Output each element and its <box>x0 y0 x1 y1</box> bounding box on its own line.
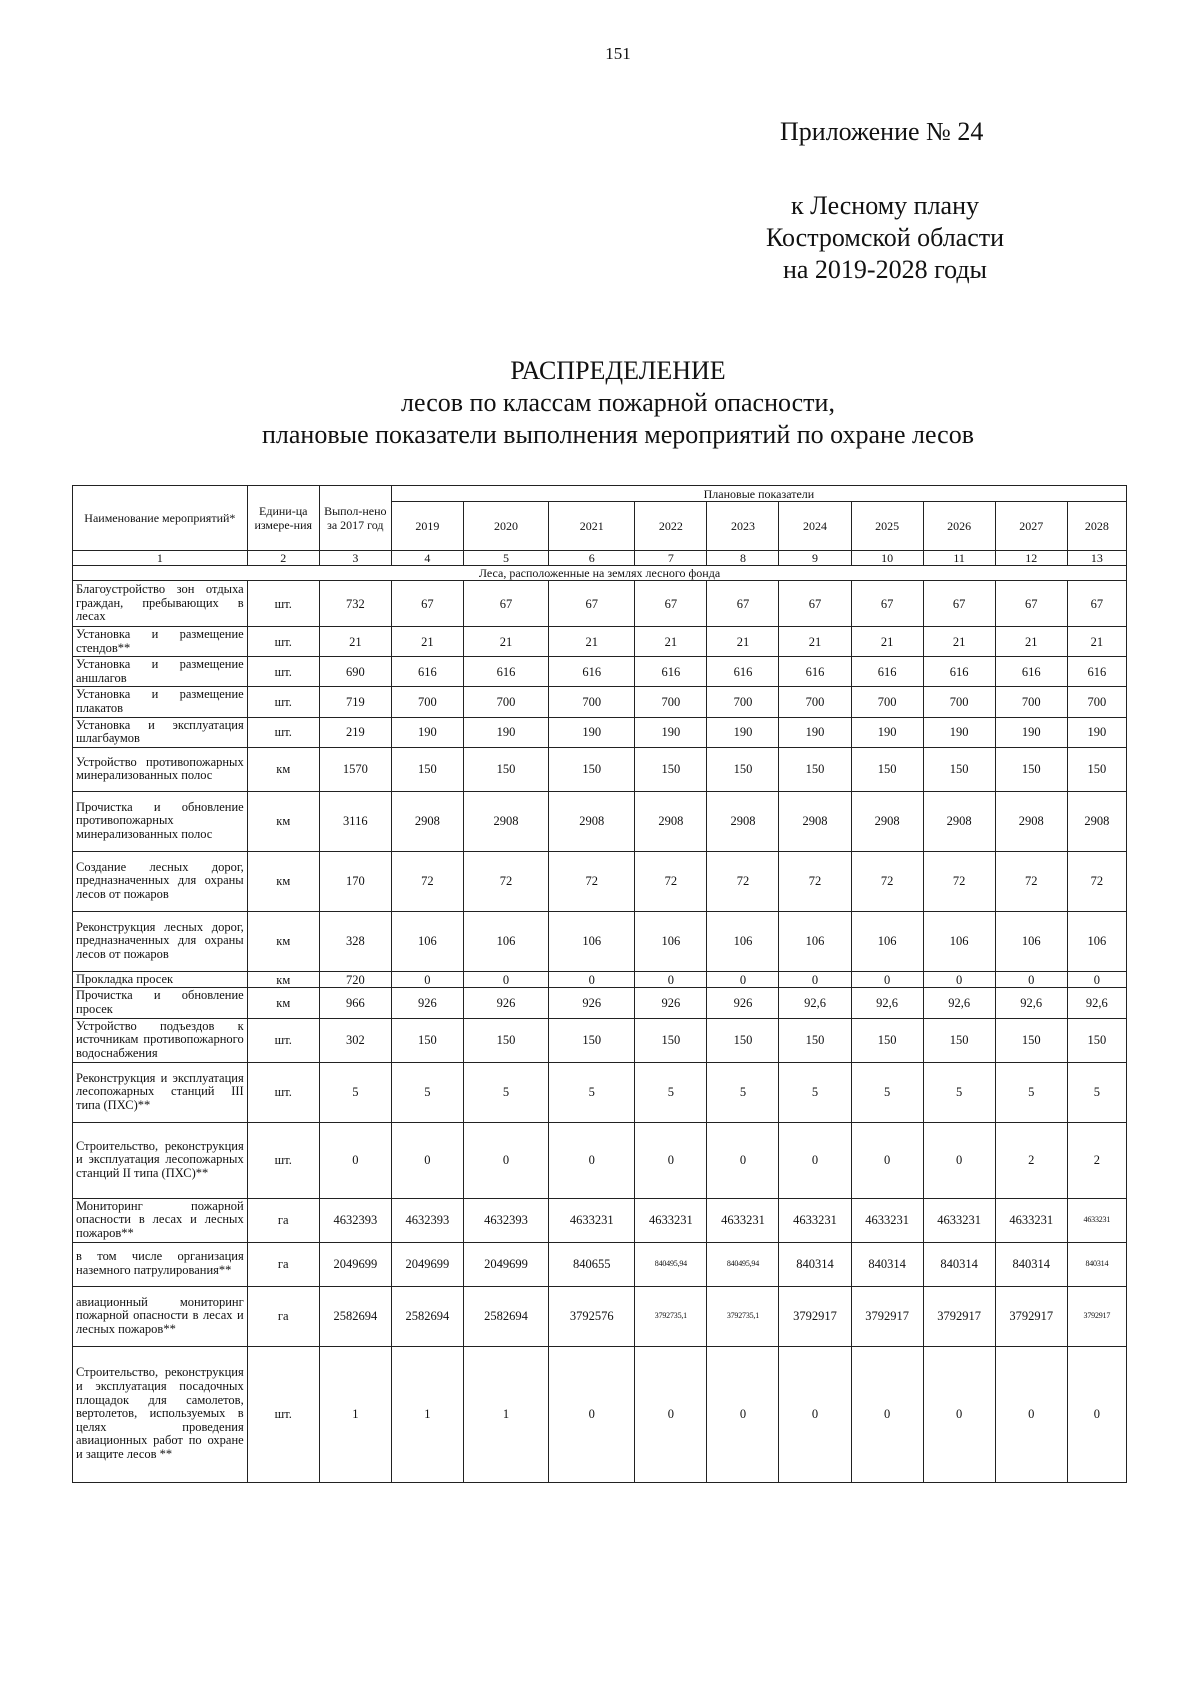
plan-value: 21 <box>635 627 707 657</box>
activity-done-2017: 1 <box>319 1346 391 1482</box>
plan-value: 5 <box>391 1062 463 1122</box>
plan-value: 150 <box>391 747 463 791</box>
plan-value: 4632393 <box>391 1198 463 1242</box>
header-unit: Едини-ца измере-ния <box>247 486 319 551</box>
plan-value: 2908 <box>391 791 463 851</box>
activity-name: Прокладка просек <box>73 971 248 988</box>
plan-value: 700 <box>549 687 635 717</box>
plan-value: 190 <box>851 717 923 747</box>
plan-value: 72 <box>851 851 923 911</box>
table-row <box>73 791 1127 851</box>
plan-value: 700 <box>635 687 707 717</box>
plan-value: 92,6 <box>995 988 1067 1018</box>
plan-value: 150 <box>1067 747 1126 791</box>
plan-value: 700 <box>1067 687 1126 717</box>
plan-value: 840314 <box>995 1242 1067 1286</box>
activity-unit: шт. <box>247 1062 319 1122</box>
plan-value: 2908 <box>995 791 1067 851</box>
plan-value: 67 <box>1067 581 1126 627</box>
plan-value: 67 <box>391 581 463 627</box>
table-row <box>73 1198 1127 1242</box>
plan-value: 840314 <box>851 1242 923 1286</box>
column-number: 11 <box>923 551 995 566</box>
header-name: Наименование мероприятий* <box>73 486 248 551</box>
plan-value: 72 <box>635 851 707 911</box>
column-number: 7 <box>635 551 707 566</box>
plan-value: 67 <box>707 581 779 627</box>
plan-value: 2049699 <box>463 1242 548 1286</box>
plan-value: 5 <box>1067 1062 1126 1122</box>
table-row <box>73 627 1127 657</box>
plan-value: 190 <box>549 717 635 747</box>
plan-value: 150 <box>995 1018 1067 1062</box>
table-row <box>73 687 1127 717</box>
plan-value: 2908 <box>635 791 707 851</box>
plan-value: 616 <box>707 657 779 687</box>
plan-value: 92,6 <box>851 988 923 1018</box>
activity-name: Реконструкция лесных дорог, предназначенных для охраны лесов от пожаров <box>73 911 248 971</box>
page-number: 151 <box>605 44 631 63</box>
plan-value: 150 <box>463 1018 548 1062</box>
plan-value: 72 <box>779 851 851 911</box>
plan-value: 3792735,1 <box>635 1286 707 1346</box>
plan-value: 5 <box>707 1062 779 1122</box>
plan-value: 72 <box>391 851 463 911</box>
appendix-reference-line: Костромской области <box>765 223 1005 252</box>
plan-value: 4632393 <box>463 1198 548 1242</box>
table-row <box>73 1122 1127 1198</box>
plan-value: 150 <box>1067 1018 1126 1062</box>
plan-value: 0 <box>779 971 851 988</box>
plan-value: 67 <box>923 581 995 627</box>
plan-value: 2908 <box>779 791 851 851</box>
table-row <box>73 911 1127 971</box>
column-number: 12 <box>995 551 1067 566</box>
column-number: 3 <box>319 551 391 566</box>
column-number: 5 <box>463 551 548 566</box>
appendix-reference-line: к Лесному плану <box>790 191 980 220</box>
activity-name: авиационный мониторинг пожарной опасности в лесах и лесных пожаров** <box>73 1286 248 1346</box>
document-title: РАСПРЕДЕЛЕНИЕ <box>510 356 726 385</box>
plan-value: 67 <box>635 581 707 627</box>
plan-value: 840314 <box>779 1242 851 1286</box>
plan-value: 92,6 <box>1067 988 1126 1018</box>
header-year: 2023 <box>707 502 779 551</box>
plan-value: 926 <box>707 988 779 1018</box>
activity-unit: км <box>247 911 319 971</box>
plan-value: 616 <box>635 657 707 687</box>
plan-value: 1 <box>391 1346 463 1482</box>
plan-value: 150 <box>707 1018 779 1062</box>
plan-value: 0 <box>707 971 779 988</box>
activity-name: Устройство подъездов к источникам противопожарного водоснабжения <box>73 1018 248 1062</box>
plan-value: 150 <box>995 747 1067 791</box>
plan-value: 3792917 <box>1067 1286 1126 1346</box>
plan-value: 616 <box>1067 657 1126 687</box>
header-year: 2019 <box>391 502 463 551</box>
plan-value: 21 <box>1067 627 1126 657</box>
table-row <box>73 717 1127 747</box>
header-year: 2020 <box>463 502 548 551</box>
plan-value: 3792735,1 <box>707 1286 779 1346</box>
plan-value: 5 <box>923 1062 995 1122</box>
plan-value: 150 <box>549 747 635 791</box>
plan-value: 150 <box>707 747 779 791</box>
plan-value: 72 <box>549 851 635 911</box>
plan-value: 2 <box>1067 1122 1126 1198</box>
document-subtitle-line: лесов по классам пожарной опасности, <box>401 388 835 417</box>
plan-value: 0 <box>635 1122 707 1198</box>
plan-value: 3792917 <box>923 1286 995 1346</box>
activity-name: Благоустройство зон отдыха граждан, пребывающих в лесах <box>73 581 248 627</box>
plan-value: 150 <box>923 747 995 791</box>
plan-value: 3792576 <box>549 1286 635 1346</box>
plan-value: 700 <box>995 687 1067 717</box>
activity-name: Установка и эксплуатация шлагбаумов <box>73 717 248 747</box>
plan-value: 926 <box>635 988 707 1018</box>
plan-value: 21 <box>779 627 851 657</box>
plan-value: 4633231 <box>549 1198 635 1242</box>
activity-name: Строительство, реконструкция и эксплуатация посадочных площадок для самолетов, вертолетов, используемых в целях проведения авиационных работ по охране и защите лесов ** <box>73 1346 248 1482</box>
activity-name: Установка и размещение аншлагов <box>73 657 248 687</box>
activity-unit: шт. <box>247 717 319 747</box>
activity-done-2017: 0 <box>319 1122 391 1198</box>
plan-value: 616 <box>463 657 548 687</box>
plan-value: 0 <box>851 1122 923 1198</box>
plan-value: 2908 <box>851 791 923 851</box>
table-body <box>73 566 1127 1483</box>
table-row <box>73 657 1127 687</box>
plan-value: 0 <box>391 1122 463 1198</box>
plan-value: 150 <box>635 1018 707 1062</box>
plan-value: 4633231 <box>851 1198 923 1242</box>
plan-value: 4633231 <box>923 1198 995 1242</box>
plan-value: 2582694 <box>463 1286 548 1346</box>
plan-value: 0 <box>463 1122 548 1198</box>
plan-value: 0 <box>707 1346 779 1482</box>
plan-value: 700 <box>779 687 851 717</box>
plan-value: 0 <box>851 1346 923 1482</box>
plan-value: 0 <box>779 1122 851 1198</box>
plan-value: 840495,94 <box>635 1242 707 1286</box>
appendix-reference <box>740 190 1030 286</box>
plan-value: 67 <box>995 581 1067 627</box>
activity-unit: км <box>247 851 319 911</box>
table-row <box>73 1286 1127 1346</box>
activity-done-2017: 4632393 <box>319 1198 391 1242</box>
plan-value: 0 <box>635 1346 707 1482</box>
plan-value: 616 <box>995 657 1067 687</box>
plan-value: 190 <box>995 717 1067 747</box>
table-row <box>73 988 1127 1018</box>
plan-value: 106 <box>779 911 851 971</box>
plan-value: 106 <box>549 911 635 971</box>
plan-value: 67 <box>779 581 851 627</box>
table-row <box>73 747 1127 791</box>
plan-value: 840495,94 <box>707 1242 779 1286</box>
plan-value: 21 <box>923 627 995 657</box>
column-number: 8 <box>707 551 779 566</box>
activity-name: Установка и размещение плакатов <box>73 687 248 717</box>
plan-value: 926 <box>549 988 635 1018</box>
plan-value: 106 <box>391 911 463 971</box>
plan-value: 150 <box>851 747 923 791</box>
header-plan: Плановые показатели <box>391 486 1126 502</box>
plan-value: 2582694 <box>391 1286 463 1346</box>
plan-value: 21 <box>851 627 923 657</box>
appendix-label: Приложение № 24 <box>780 117 984 146</box>
plan-value: 190 <box>1067 717 1126 747</box>
activity-unit: шт. <box>247 1346 319 1482</box>
plan-value: 700 <box>851 687 923 717</box>
activity-unit: га <box>247 1286 319 1346</box>
plan-value: 0 <box>923 1346 995 1482</box>
plan-value: 2908 <box>549 791 635 851</box>
plan-value: 4633231 <box>779 1198 851 1242</box>
plan-value: 67 <box>549 581 635 627</box>
header-year: 2026 <box>923 502 995 551</box>
plan-value: 840655 <box>549 1242 635 1286</box>
plan-value: 5 <box>779 1062 851 1122</box>
section-row <box>73 566 1127 581</box>
plan-value: 5 <box>463 1062 548 1122</box>
plan-value: 926 <box>463 988 548 1018</box>
plan-value: 3792917 <box>851 1286 923 1346</box>
activity-done-2017: 3116 <box>319 791 391 851</box>
plan-value: 190 <box>391 717 463 747</box>
plan-value: 106 <box>463 911 548 971</box>
plan-value: 0 <box>707 1122 779 1198</box>
plan-value: 72 <box>707 851 779 911</box>
table-row <box>73 851 1127 911</box>
plan-value: 0 <box>463 971 548 988</box>
activity-unit: км <box>247 988 319 1018</box>
plan-value: 2908 <box>1067 791 1126 851</box>
document-subtitle-line: плановые показатели выполнения мероприятий по охране лесов <box>262 420 974 449</box>
plan-value: 92,6 <box>923 988 995 1018</box>
plan-value: 21 <box>549 627 635 657</box>
plan-value: 190 <box>707 717 779 747</box>
plan-value: 2908 <box>463 791 548 851</box>
plan-value: 0 <box>549 1122 635 1198</box>
plan-value: 2908 <box>707 791 779 851</box>
plan-value: 67 <box>463 581 548 627</box>
plan-value: 67 <box>851 581 923 627</box>
table-row <box>73 971 1127 988</box>
plan-value: 150 <box>779 1018 851 1062</box>
header-year: 2028 <box>1067 502 1126 551</box>
plan-value: 840314 <box>1067 1242 1126 1286</box>
plan-value: 0 <box>1067 971 1126 988</box>
activity-unit: шт. <box>247 1122 319 1198</box>
activity-done-2017: 21 <box>319 627 391 657</box>
column-number: 2 <box>247 551 319 566</box>
plan-value: 700 <box>391 687 463 717</box>
plan-value: 106 <box>707 911 779 971</box>
activity-unit: км <box>247 747 319 791</box>
plan-value: 21 <box>707 627 779 657</box>
plan-value: 700 <box>923 687 995 717</box>
plan-value: 0 <box>923 971 995 988</box>
plan-value: 150 <box>463 747 548 791</box>
section-title: Леса, расположенные на землях лесного фонда <box>73 566 1127 581</box>
plan-value: 72 <box>463 851 548 911</box>
plan-value: 5 <box>549 1062 635 1122</box>
plan-value: 150 <box>923 1018 995 1062</box>
plan-value: 106 <box>923 911 995 971</box>
plan-value: 0 <box>1067 1346 1126 1482</box>
activity-name: Устройство противопожарных минерализованных полос <box>73 747 248 791</box>
plan-value: 5 <box>851 1062 923 1122</box>
activity-done-2017: 732 <box>319 581 391 627</box>
table-row <box>73 1242 1127 1286</box>
fire-protection-plan-table <box>72 485 1127 1483</box>
activity-name: Строительство, реконструкция и эксплуатация лесопожарных станций II типа (ПХС)** <box>73 1122 248 1198</box>
plan-value: 106 <box>1067 911 1126 971</box>
table-row <box>73 1062 1127 1122</box>
activity-done-2017: 219 <box>319 717 391 747</box>
plan-value: 616 <box>779 657 851 687</box>
plan-value: 150 <box>549 1018 635 1062</box>
plan-value: 616 <box>391 657 463 687</box>
activity-done-2017: 302 <box>319 1018 391 1062</box>
activity-name: Мониторинг пожарной опасности в лесах и лесных пожаров** <box>73 1198 248 1242</box>
plan-value: 0 <box>995 971 1067 988</box>
plan-value: 21 <box>391 627 463 657</box>
plan-value: 0 <box>779 1346 851 1482</box>
plan-value: 106 <box>995 911 1067 971</box>
plan-value: 926 <box>391 988 463 1018</box>
appendix-reference-line: на 2019-2028 годы <box>782 255 988 284</box>
plan-value: 72 <box>995 851 1067 911</box>
plan-value: 150 <box>851 1018 923 1062</box>
plan-value: 4633231 <box>995 1198 1067 1242</box>
plan-value: 72 <box>923 851 995 911</box>
table-row <box>73 1018 1127 1062</box>
plan-value: 0 <box>995 1346 1067 1482</box>
header-year: 2022 <box>635 502 707 551</box>
activity-unit: км <box>247 791 319 851</box>
activity-done-2017: 170 <box>319 851 391 911</box>
plan-value: 190 <box>463 717 548 747</box>
plan-value: 2 <box>995 1122 1067 1198</box>
plan-value: 3792917 <box>995 1286 1067 1346</box>
activity-name: Прочистка и обновление противопожарных минерализованных полос <box>73 791 248 851</box>
plan-value: 3792917 <box>779 1286 851 1346</box>
activity-unit: шт. <box>247 627 319 657</box>
header-done-2017: Выпол-нено за 2017 год <box>319 486 391 551</box>
column-number: 6 <box>549 551 635 566</box>
plan-value: 700 <box>707 687 779 717</box>
activity-done-2017: 720 <box>319 971 391 988</box>
activity-unit: га <box>247 1198 319 1242</box>
plan-value: 0 <box>549 1346 635 1482</box>
plan-value: 4633231 <box>1067 1198 1126 1242</box>
plan-value: 21 <box>995 627 1067 657</box>
activity-done-2017: 1570 <box>319 747 391 791</box>
plan-value: 72 <box>1067 851 1126 911</box>
plan-value: 4633231 <box>635 1198 707 1242</box>
activity-done-2017: 690 <box>319 657 391 687</box>
activity-done-2017: 2582694 <box>319 1286 391 1346</box>
column-number: 4 <box>391 551 463 566</box>
plan-value: 700 <box>463 687 548 717</box>
activity-name: Создание лесных дорог, предназначенных для охраны лесов от пожаров <box>73 851 248 911</box>
plan-value: 150 <box>635 747 707 791</box>
plan-value: 2049699 <box>391 1242 463 1286</box>
plan-value: 190 <box>779 717 851 747</box>
plan-value: 21 <box>463 627 548 657</box>
activity-done-2017: 966 <box>319 988 391 1018</box>
activity-done-2017: 719 <box>319 687 391 717</box>
header-year: 2021 <box>549 502 635 551</box>
activity-done-2017: 328 <box>319 911 391 971</box>
header-year: 2025 <box>851 502 923 551</box>
activity-unit: шт. <box>247 581 319 627</box>
header-year: 2024 <box>779 502 851 551</box>
plan-value: 150 <box>779 747 851 791</box>
table-header <box>73 486 1127 566</box>
plan-value: 92,6 <box>779 988 851 1018</box>
plan-value: 4633231 <box>707 1198 779 1242</box>
activity-done-2017: 5 <box>319 1062 391 1122</box>
plan-value: 0 <box>391 971 463 988</box>
activity-unit: шт. <box>247 657 319 687</box>
plan-value: 190 <box>923 717 995 747</box>
plan-value: 150 <box>391 1018 463 1062</box>
activity-unit: шт. <box>247 1018 319 1062</box>
activity-unit: км <box>247 971 319 988</box>
plan-value: 0 <box>923 1122 995 1198</box>
activity-done-2017: 2049699 <box>319 1242 391 1286</box>
plan-value: 840314 <box>923 1242 995 1286</box>
plan-value: 0 <box>851 971 923 988</box>
plan-value: 0 <box>549 971 635 988</box>
header-year: 2027 <box>995 502 1067 551</box>
activity-name: Реконструкция и эксплуатация лесопожарных станций III типа (ПХС)** <box>73 1062 248 1122</box>
table-row <box>73 1346 1127 1482</box>
column-number: 10 <box>851 551 923 566</box>
plan-value: 0 <box>635 971 707 988</box>
column-number: 9 <box>779 551 851 566</box>
column-number: 13 <box>1067 551 1126 566</box>
activity-name: Установка и размещение стендов** <box>73 627 248 657</box>
activity-name: Прочистка и обновление просек <box>73 988 248 1018</box>
plan-value: 616 <box>549 657 635 687</box>
table-row <box>73 581 1127 627</box>
plan-value: 5 <box>995 1062 1067 1122</box>
activity-name: в том числе организация наземного патрулирования** <box>73 1242 248 1286</box>
plan-value: 5 <box>635 1062 707 1122</box>
document-title-block <box>0 355 1200 451</box>
column-numbers-row <box>73 551 1127 566</box>
plan-value: 106 <box>635 911 707 971</box>
plan-value: 190 <box>635 717 707 747</box>
column-number: 1 <box>73 551 248 566</box>
plan-value: 2908 <box>923 791 995 851</box>
activity-unit: шт. <box>247 687 319 717</box>
plan-value: 106 <box>851 911 923 971</box>
plan-value: 616 <box>851 657 923 687</box>
plan-value: 1 <box>463 1346 548 1482</box>
plan-value: 616 <box>923 657 995 687</box>
activity-unit: га <box>247 1242 319 1286</box>
